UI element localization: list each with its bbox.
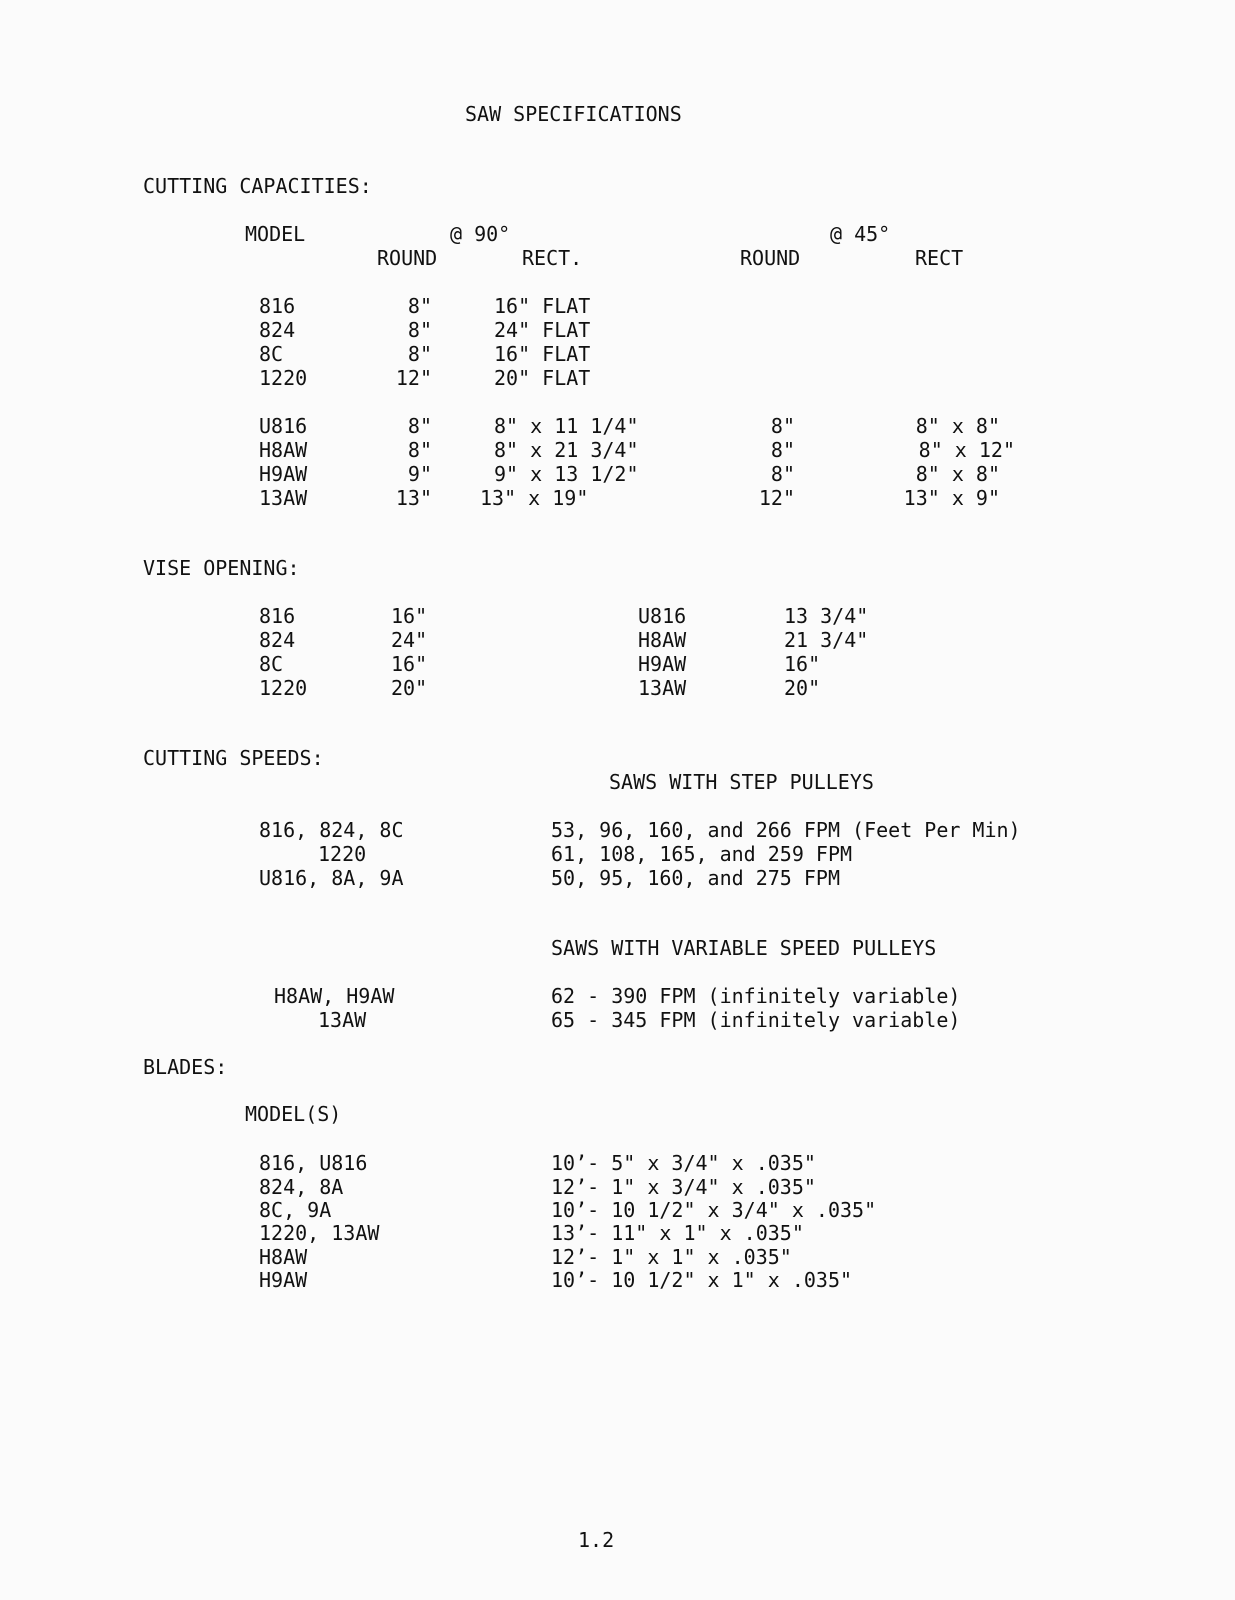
blade-models: 8C, 9A — [259, 1198, 332, 1222]
speed-values: 50, 95, 160, and 275 FPM — [551, 866, 840, 890]
capacity-round-45: 12" — [758, 486, 795, 510]
capacity-model: 816 — [259, 294, 296, 318]
capacity-round-45: 8" — [770, 438, 795, 462]
capacity-model: 824 — [259, 318, 296, 342]
blade-models: 824, 8A — [259, 1175, 344, 1199]
capacity-round: 8" — [407, 438, 432, 462]
speed-models: 816, 824, 8C — [259, 818, 404, 842]
blades-heading: BLADES: — [143, 1055, 228, 1079]
capacity-col-45: @ 45° — [830, 222, 891, 246]
variable-pulleys-heading: SAWS WITH VARIABLE SPEED PULLEYS — [551, 936, 937, 960]
capacity-round: 12" — [395, 366, 432, 390]
cutting-speeds-heading: CUTTING SPEEDS: — [143, 746, 324, 770]
blade-size: 10’- 10 1/2" x 1" x .035" — [551, 1268, 853, 1292]
capacity-model: 1220 — [259, 366, 308, 390]
vise-opening-heading: VISE OPENING: — [143, 556, 300, 580]
speed-values: 62 - 390 FPM (infinitely variable) — [551, 984, 961, 1008]
capacity-round: 8" — [407, 294, 432, 318]
page-number: 1.2 — [578, 1528, 615, 1552]
capacity-model: 13AW — [259, 486, 308, 510]
speed-models: 13AW — [318, 1008, 367, 1032]
speed-values: 65 - 345 FPM (infinitely variable) — [551, 1008, 961, 1032]
capacity-col-model: MODEL — [245, 222, 306, 246]
capacity-model: U816 — [259, 414, 308, 438]
capacity-col-90: @ 90° — [450, 222, 511, 246]
speed-models: H8AW, H9AW — [274, 984, 395, 1008]
capacity-col-round-45: ROUND — [740, 246, 801, 270]
capacity-rect: 8" x 11 1/4" — [494, 414, 639, 438]
blades-col-models: MODEL(S) — [245, 1102, 342, 1126]
step-pulleys-heading: SAWS WITH STEP PULLEYS — [609, 770, 874, 794]
speed-models: 1220 — [318, 842, 367, 866]
vise-value: 20" — [784, 676, 821, 700]
vise-model: H9AW — [638, 652, 687, 676]
capacity-round: 8" — [407, 414, 432, 438]
blade-models: 816, U816 — [259, 1151, 368, 1175]
capacity-rect: 16" FLAT — [494, 342, 591, 366]
capacity-col-rect-90: RECT. — [522, 246, 583, 270]
blade-size: 12’- 1" x 3/4" x .035" — [551, 1175, 816, 1199]
vise-value: 24" — [391, 628, 428, 652]
capacity-col-round-90: ROUND — [377, 246, 438, 270]
blade-models: H8AW — [259, 1245, 308, 1269]
vise-model: 8C — [259, 652, 284, 676]
capacity-round-45: 8" — [770, 462, 795, 486]
blade-size: 10’- 5" x 3/4" x .035" — [551, 1151, 816, 1175]
blade-size: 13’- 11" x 1" x .035" — [551, 1221, 804, 1245]
capacity-rect: 20" FLAT — [494, 366, 591, 390]
vise-model: H8AW — [638, 628, 687, 652]
page-title: SAW SPECIFICATIONS — [465, 102, 682, 126]
capacity-rect-45: 8" x 8" — [915, 414, 1000, 438]
vise-value: 16" — [391, 604, 428, 628]
vise-model: 824 — [259, 628, 296, 652]
capacity-col-rect-45: RECT — [915, 246, 964, 270]
vise-model: U816 — [638, 604, 687, 628]
capacity-round: 8" — [407, 342, 432, 366]
capacity-rect-45: 8" x 8" — [915, 462, 1000, 486]
vise-value: 16" — [391, 652, 428, 676]
blade-size: 10’- 10 1/2" x 3/4" x .035" — [551, 1198, 877, 1222]
capacity-rect: 13" x 19" — [480, 486, 589, 510]
speed-models: U816, 8A, 9A — [259, 866, 404, 890]
speed-values: 53, 96, 160, and 266 FPM (Feet Per Min) — [551, 818, 1021, 842]
vise-value: 13 3/4" — [784, 604, 869, 628]
vise-model: 1220 — [259, 676, 308, 700]
capacity-round: 13" — [395, 486, 432, 510]
capacity-rect: 16" FLAT — [494, 294, 591, 318]
vise-model: 816 — [259, 604, 296, 628]
capacity-model: 8C — [259, 342, 284, 366]
capacity-round-45: 8" — [770, 414, 795, 438]
vise-value: 16" — [784, 652, 821, 676]
capacity-round: 8" — [407, 318, 432, 342]
capacity-rect-45: 13" x 9" — [903, 486, 1000, 510]
blade-models: 1220, 13AW — [259, 1221, 380, 1245]
capacity-rect: 9" x 13 1/2" — [494, 462, 639, 486]
speed-values: 61, 108, 165, and 259 FPM — [551, 842, 853, 866]
capacity-model: H9AW — [259, 462, 308, 486]
cutting-capacities-heading: CUTTING CAPACITIES: — [143, 174, 372, 198]
blade-models: H9AW — [259, 1268, 308, 1292]
vise-value: 20" — [391, 676, 428, 700]
capacity-model: H8AW — [259, 438, 308, 462]
capacity-rect-45: 8" x 12" — [918, 438, 1015, 462]
capacity-round: 9" — [407, 462, 432, 486]
vise-model: 13AW — [638, 676, 687, 700]
capacity-rect: 8" x 21 3/4" — [494, 438, 639, 462]
capacity-rect: 24" FLAT — [494, 318, 591, 342]
blade-size: 12’- 1" x 1" x .035" — [551, 1245, 792, 1269]
vise-value: 21 3/4" — [784, 628, 869, 652]
